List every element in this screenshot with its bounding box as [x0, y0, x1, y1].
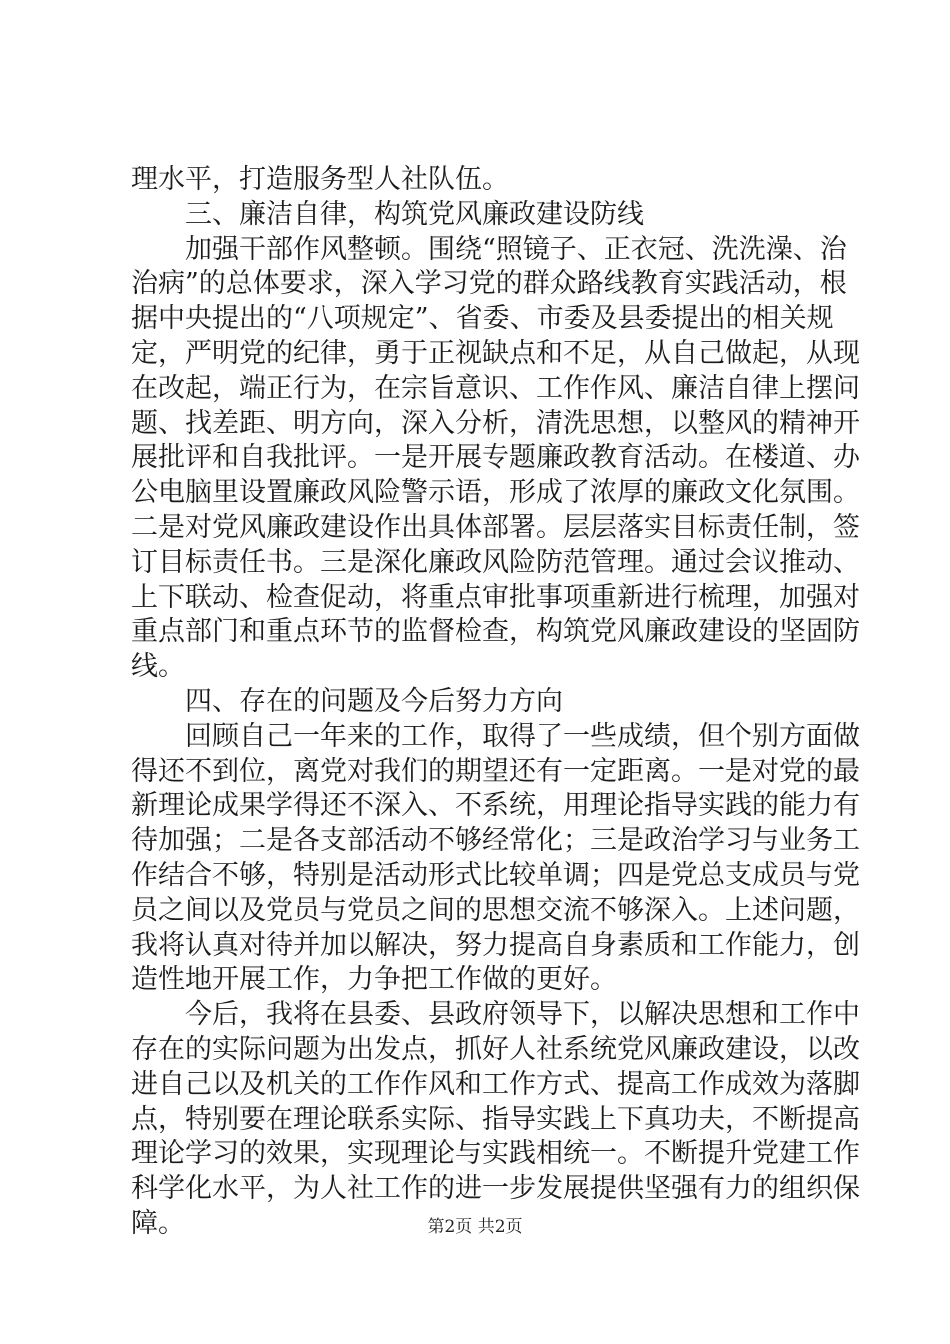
text-line: 员之间以及党员与党员之间的思想交流不够深入。上述问题， — [131, 894, 860, 926]
text-line: 得还不到位，离党对我们的期望还有一定距离。一是对党的最 — [131, 755, 860, 787]
section-heading: 四、存在的问题及今后努力方向 — [185, 685, 563, 717]
text-line: 进自己以及机关的工作作风和工作方式、提高工作成效为落脚 — [131, 1068, 860, 1100]
text-line: 订目标责任书。三是深化廉政风险防范管理。通过会议推动、 — [131, 546, 860, 578]
text-line: 我将认真对待并加以解决，努力提高自身素质和工作能力，创 — [131, 929, 860, 961]
text-line: 理论学习的效果，实现理论与实践相统一。不断提升党建工作 — [131, 1138, 860, 1170]
text-line: 作结合不够，特别是活动形式比较单调；四是党总支成员与党 — [131, 859, 860, 891]
text-line: 科学化水平，为人社工作的进一步发展提供坚强有力的组织保 — [131, 1173, 860, 1205]
text-line: 障。 — [131, 1207, 185, 1239]
text-line: 治病”的总体要求，深入学习党的群众路线教育实践活动，根 — [131, 268, 847, 300]
text-line: 在改起，端正行为，在宗旨意识、工作作风、廉洁自律上摆问 — [131, 372, 860, 404]
text-line: 回顾自己一年来的工作，取得了一些成绩，但个别方面做 — [185, 720, 860, 752]
text-line: 今后，我将在县委、县政府领导下，以解决思想和工作中 — [185, 999, 860, 1031]
text-line: 题、找差距、明方向，深入分析，清洗思想，以整风的精神开 — [131, 407, 860, 439]
text-line: 二是对党风廉政建设作出具体部署。层层落实目标责任制，签 — [131, 511, 860, 543]
text-line: 点，特别要在理论联系实际、指导实践上下真功夫，不断提高 — [131, 1103, 860, 1135]
text-line: 定，严明党的纪律，勇于正视缺点和不足，从自己做起，从现 — [131, 337, 860, 369]
section-heading: 三、廉洁自律，构筑党风廉政建设防线 — [185, 198, 644, 230]
text-line: 造性地开展工作，力争把工作做的更好。 — [131, 964, 617, 996]
text-line: 上下联动、检查促动，将重点审批事项重新进行梳理，加强对 — [131, 581, 860, 613]
document-body — [131, 163, 860, 1242]
text-line: 重点部门和重点环节的监督检查，构筑党风廉政建设的坚固防 — [131, 616, 860, 648]
text-line: 理水平，打造服务型人社队伍。 — [131, 164, 509, 195]
text-line: 展批评和自我批评。一是开展专题廉政教育活动。在楼道、办 — [131, 442, 860, 474]
text-line: 新理论成果学得还不深入、不系统，用理论指导实践的能力有 — [131, 790, 860, 822]
text-line: 加强干部作风整顿。围绕“照镜子、正衣冠、洗洗澡、治 — [185, 233, 847, 265]
text-line: 存在的实际问题为出发点，抓好人社系统党风廉政建设，以改 — [131, 1033, 860, 1065]
page-footer: 第2页 共2页 — [427, 1217, 523, 1237]
text-line: 线。 — [131, 651, 185, 683]
text-line: 据中央提出的“八项规定”、省委、市委及县委提出的相关规 — [131, 303, 834, 335]
text-line: 待加强；二是各支部活动不够经常化；三是政治学习与业务工 — [131, 825, 860, 857]
text-line: 公电脑里设置廉政风险警示语，形成了浓厚的廉政文化氛围。 — [131, 477, 860, 509]
